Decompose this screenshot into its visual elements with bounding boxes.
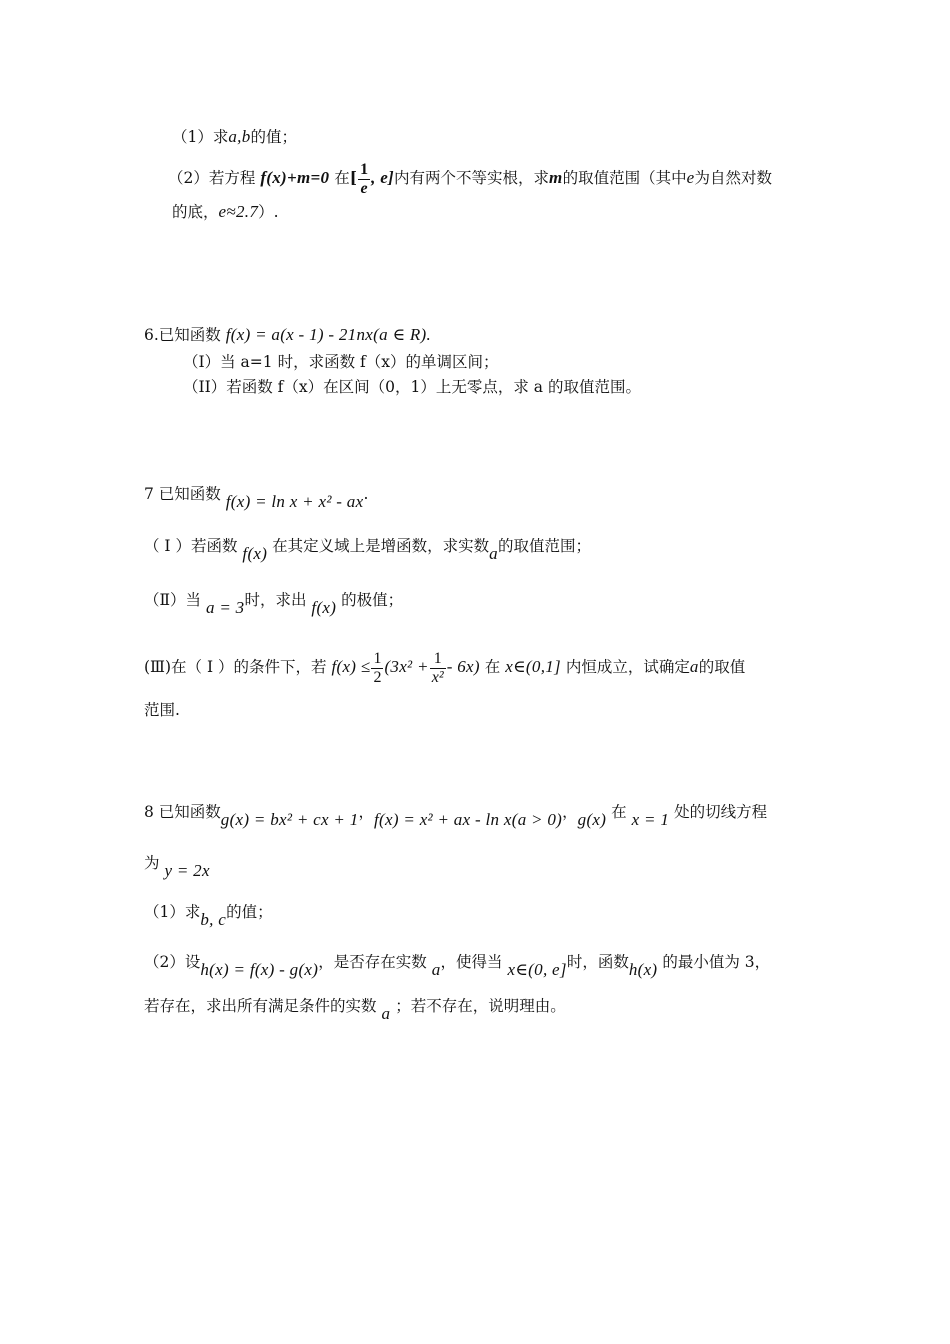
p5-q2-line2: 的底，e≈2.7）. — [172, 202, 279, 221]
p6-head: 6.已知函数 f(x) = a(x - 1) - 21nx(a ∈ R). — [144, 325, 432, 344]
p8-q1: （1）求b, c的值； — [144, 903, 273, 929]
p8-head: 8 已知函数g(x) = bx² + cx + 1，f(x) = x² + ax - ln x(a > 0)，g(x) 在 x = 1 处的切线方程 — [144, 803, 768, 829]
p7-iii: (Ⅲ)在（ I ）的条件下，若 f(x) ≤ $\frac{1}{2}$ (3x² + $\frac{1}{\text{x²}}$ - 6x) 在 x∈(0,1] 内恒成立，试确定a的取值 — [144, 649, 746, 686]
p7-fraction-half: $\frac{1}{2}$ — [373, 649, 382, 686]
p7-iii-line2: 范围. — [144, 701, 180, 719]
p6-i: （I）当 a=1 时，求函数 f（x）的单调区间； — [183, 353, 499, 371]
p5-q2: （2）若方程 f(x)+m=0 在[ $\frac{1}{e}$ , e]内有两个不等实根，求m的取值范围（其中e为自然对数 — [168, 160, 772, 197]
p7-fraction-inv-x2: $\frac{1}{\text{x²}}$ — [431, 649, 444, 686]
p8-q2: （2）设h(x) = f(x) - g(x)，是否存在实数 a，使得当 x∈(0, e]时，函数h(x) 的最小值为 3， — [144, 953, 771, 979]
p5-fraction: $\frac{1}{e}$ — [360, 160, 369, 197]
p7-head: 7 已知函数 f(x) = ln x + x² - ax. — [144, 485, 369, 511]
p8-line2: 为 y = 2x — [144, 854, 210, 880]
p7-i: （ I ）若函数 f(x) 在其定义域上是增函数，求实数a的取值范围； — [144, 537, 591, 563]
p6-ii: （II）若函数 f（x）在区间（0，1）上无零点，求 a 的取值范围。 — [183, 378, 641, 396]
p7-ii: （Ⅱ）当 a = 3时，求出 f(x) 的极值； — [144, 591, 404, 617]
p8-q2-line2: 若存在，求出所有满足条件的实数 a ；若不存在，说明理由。 — [144, 997, 566, 1023]
p5-q1: （1）求a,b的值； — [172, 127, 298, 146]
